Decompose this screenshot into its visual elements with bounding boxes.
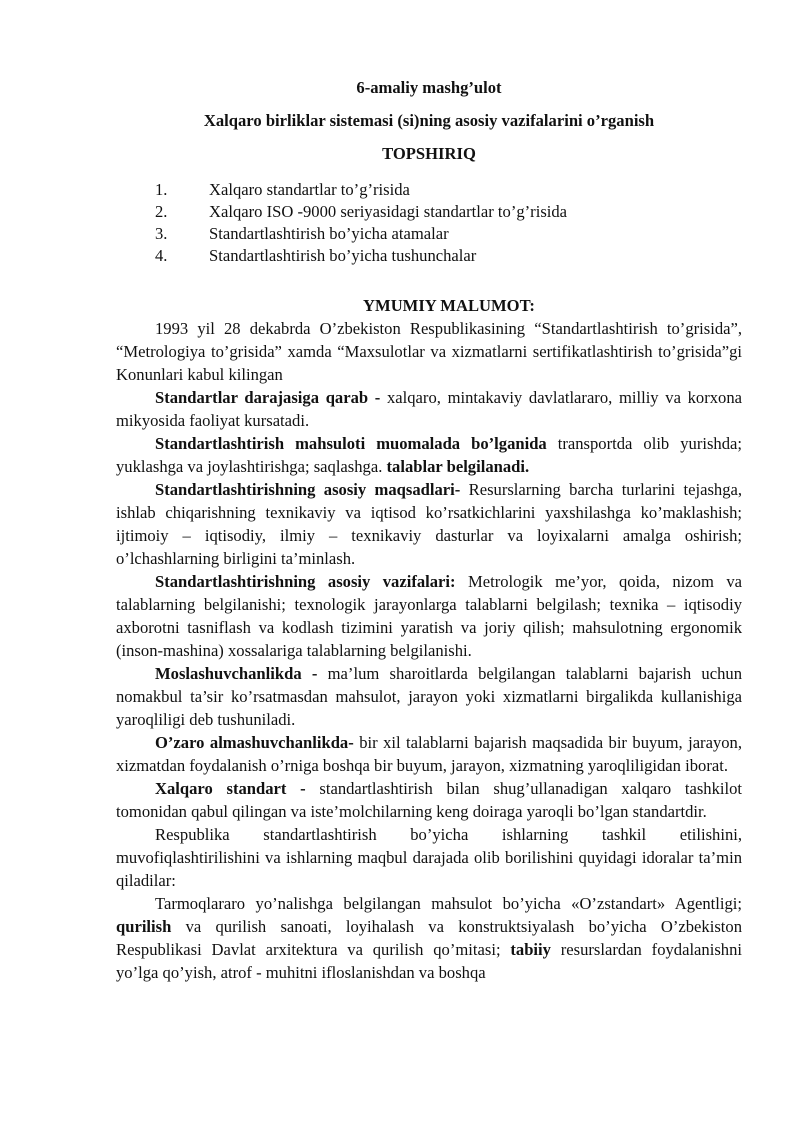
task-number: 1. (155, 180, 168, 199)
paragraph-text: bir xil talablarni bajarish maqsadida bir buyum, jarayon, xizmatdan foydalanish o’rniga boshqa bir buyum, jarayon, xizmatning yaroqliligidan iborat. (116, 733, 742, 775)
paragraph-text: Respublika standartlashtirish bo’yicha ishlarning tashkil etilishini, muvofiqlashtirilishini va ishlarning maqbul darajada olib borilishini quyidagi idoralar ta’min qiladilar: (116, 825, 742, 890)
term: tabiiy (510, 940, 551, 959)
document-title: 6-amaliy mashg’ulot (356, 78, 502, 97)
paragraph-text: resurslardan foydalanishni yo’lga qo’yish, atrof - muhitni ifloslanishdan va boshqa (116, 940, 742, 982)
task-number: 3. (155, 224, 168, 243)
paragraph-text: 1993 yil 28 dekabrda O’zbekiston Respublikasining “Standartlashtirish to’grisida”, “Metrologiya to’grisida” xamda “Maxsulotlar va xizmatlarni sertifikatlashtirish to’grisida”gi Konunlari kabul kilingan (116, 319, 742, 384)
document-subtitle: Xalqaro birliklar sistemasi (si)ning asosiy vazifalarini o’rganish (203, 111, 655, 130)
term: Standartlashtirish mahsuloti muomalada bo’lganida (155, 434, 547, 453)
paragraph-text: standartlashtirish bilan shug’ullanadigan xalqaro tashkilot tomonidan qabul qilingan va iste’molchilarning keng doiraga yaroqli bo’lgan standartdir. (116, 779, 742, 821)
paragraph-main-tasks (116, 570, 742, 662)
task-number: 4. (155, 246, 168, 265)
task-text: Standartlashtirish bo’yicha atamalar (209, 224, 449, 243)
document-page (116, 76, 742, 984)
paragraph-compatibility (116, 662, 742, 731)
paragraph-text: ma’lum sharoitlarda belgilangan talablarni bajarish uchun nomakbul ta’sir ko’rsatmasdan mahsulot, jarayon yoki xizmatlarni birgalikda kullanishiga yaroqliligi deb tushuniladi. (116, 664, 742, 729)
paragraph-standard-levels (116, 386, 742, 432)
task-item (116, 201, 742, 223)
section-title: YMUMIY MALUMOT: (363, 296, 535, 315)
paragraph-text: Tarmoqlararo yo’nalishga belgilangan mahsulot bo’yicha «O’zstandart» Agentligi; (155, 894, 742, 913)
task-text: Xalqaro ISO -9000 seriyasidagi standartlar to’g’risida (209, 202, 568, 221)
paragraph-interchangeability (116, 731, 742, 777)
term: Standartlashtirishning asosiy maqsadlari- (155, 480, 461, 499)
paragraph-product-circulation (116, 432, 742, 478)
term: Standartlashtirishning asosiy vazifalari: (155, 572, 456, 591)
task-item (116, 245, 742, 267)
term: qurilish (116, 917, 172, 936)
paragraph-text: xalqaro, mintakaviy davlatlararo, milliy va korxona mikyosida faoliyat kursatadi. (116, 388, 742, 430)
term: Xalqaro standart - (155, 779, 306, 798)
term: Standartlar darajasiga qarab - (155, 388, 381, 407)
task-item (116, 223, 742, 245)
paragraph-organization (116, 823, 742, 892)
term: O’zaro almashuvchanlikda- (155, 733, 354, 752)
task-list (116, 179, 742, 267)
paragraph-main-goals (116, 478, 742, 570)
paragraph-text: Resurslarning barcha turlarini tejashga, ishlab chiqarishning texnikaviy va iqtisod ko’rsatkichlarini yaxshilashga ko’maklashish; ijtimoiy – iqtisodiy, ilmiy – texnikaviy dasturlar va loyixalarni amalga oshirish; o’lchashlarning birligini ta’minlash. (116, 480, 743, 568)
task-heading: TOPSHIRIQ (382, 144, 476, 163)
task-text: Xalqaro standartlar to’g’risida (209, 180, 410, 199)
paragraph-text: Metrologik me’yor, qoida, nizom va talablarning belgilanishi; texnologik jarayonlarga talablarni belgilash; texnika – iqtisodiy axborotni tasniflash va kodlash tizimini yaratish va joriy qilish; mahsulotning ergonomik (inson-mashina) xossalariga talablarning belgilanishi. (116, 572, 742, 660)
paragraph-text: va qurilish sanoati, loyihalash va konstruktsiyalash bo’yicha O’zbekiston Respublikasi Davlat arxitektura va qurilish qo’mitasi; (116, 917, 742, 959)
term: Moslashuvchanlikda - (155, 664, 318, 683)
term: talablar belgilanadi. (386, 457, 530, 476)
paragraph-text: transportda olib yurishda; yuklashga va joylashtirishga; saqlashga. (116, 434, 742, 476)
paragraph-agencies (116, 892, 742, 984)
paragraph-laws (116, 317, 742, 386)
task-number: 2. (155, 202, 168, 221)
paragraph-international-standard (116, 777, 742, 823)
task-item (116, 179, 742, 201)
task-text: Standartlashtirish bo’yicha tushunchalar (209, 246, 477, 265)
